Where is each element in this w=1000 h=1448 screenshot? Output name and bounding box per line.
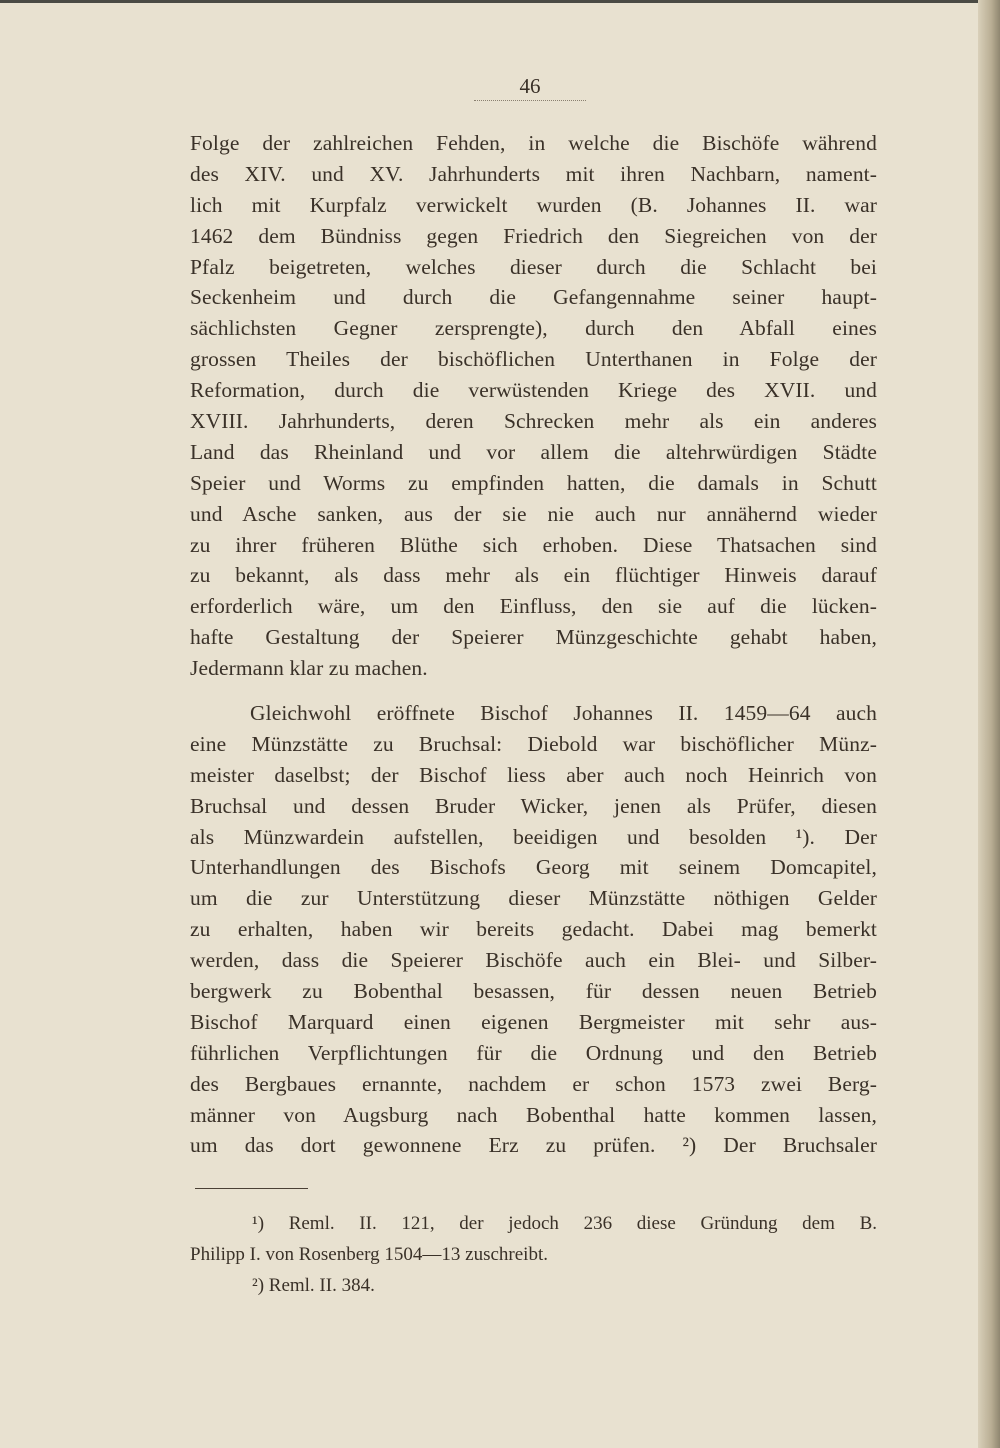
text-line: Bruchsal und dessen Bruder Wicker, jenen als Prüfer, diesen: [190, 793, 877, 818]
text-line: eine Münzstätte zu Bruchsal: Diebold war bischöflicher Münz-: [190, 731, 877, 756]
text-line: Pfalz beigetreten, welches dieser durch die Schlacht bei: [190, 254, 877, 279]
text-line: grossen Theiles der bischöflichen Unterthanen in Folge der: [190, 347, 877, 372]
text-line: um das dort gewonnene Erz zu prüfen. ²) Der Bruchsaler: [190, 1133, 877, 1158]
page-top-edge: [0, 0, 1000, 3]
text-line: Unterhandlungen des Bischofs Georg mit seinem Domcapitel,: [190, 855, 877, 880]
text-line: Folge der zahlreichen Fehden, in welche die Bischöfe während: [190, 131, 877, 155]
page-number: 46: [519, 74, 541, 98]
text-line: sächlichsten Gegner zersprengte), durch den Abfall eines: [190, 316, 877, 341]
text-line: um die zur Unterstützung dieser Münzstätte nöthigen Gelder: [190, 886, 877, 911]
text-line: männer von Augsburg nach Bobenthal hatte kommen lassen,: [190, 1102, 877, 1127]
text-line: bergwerk zu Bobenthal besassen, für dessen neuen Betrieb: [190, 979, 877, 1004]
text-line: Seckenheim und durch die Gefangennahme seiner haupt-: [190, 285, 877, 310]
page-binding-edge: [978, 0, 1000, 1448]
text-line: des XIV. und XV. Jahrhunderts mit ihren Nachbarn, nament-: [190, 161, 877, 186]
text-line: als Münzwardein aufstellen, beeidigen und besolden ¹). Der: [190, 824, 877, 849]
text-line: und Asche sanken, aus der sie nie auch nur annähernd wieder: [190, 501, 877, 526]
text-line: zu erhalten, haben wir bereits gedacht. Dabei mag bemerkt: [190, 917, 877, 942]
footnote-2: ²) Reml. II. 384.: [252, 1275, 375, 1296]
text-line: Bischof Marquard einen eigenen Bergmeister mit sehr aus-: [190, 1009, 877, 1034]
text-line: Land das Rheinland und vor allem die altehrwürdigen Städte: [190, 439, 877, 464]
text-line: zu bekannt, als dass mehr als ein flüchtiger Hinweis darauf: [190, 563, 877, 588]
text-line: Jedermann klar zu machen.: [190, 656, 428, 681]
text-line: lich mit Kurpfalz verwickelt wurden (B. Johannes II. war: [190, 192, 877, 217]
text-line: Speier und Worms zu empfinden hatten, die damals in Schutt: [190, 470, 877, 495]
text-line: zu ihrer früheren Blüthe sich erhoben. Diese Thatsachen sind: [190, 532, 877, 557]
footnote-1-line-2: Philipp I. von Rosenberg 1504—13 zuschreibt.: [190, 1244, 548, 1265]
text-line: Gleichwohl eröffnete Bischof Johannes II. 1459—64 auch: [250, 701, 877, 725]
text-line: XVIII. Jahrhunderts, deren Schrecken mehr als ein anderes: [190, 409, 877, 434]
text-line: des Bergbaues ernannte, nachdem er schon 1573 zwei Berg-: [190, 1071, 877, 1096]
text-line: hafte Gestaltung der Speierer Münzgeschichte gehabt haben,: [190, 625, 877, 650]
footnotes: [190, 1208, 877, 1301]
text-line: Reformation, durch die verwüstenden Kriege des XVII. und: [190, 378, 877, 403]
text-line: werden, dass die Speierer Bischöfe auch ein Blei- und Silber-: [190, 948, 877, 973]
footnote-1-line-1: ¹) Reml. II. 121, der jedoch 236 diese Gründung dem B.: [252, 1213, 877, 1234]
paragraph-1: [190, 128, 877, 684]
text-line: erforderlich wäre, um den Einfluss, den sie auf die lücken-: [190, 594, 877, 619]
footnote-separator: [195, 1188, 308, 1189]
text-line: führlichen Verpflichtungen für die Ordnung und den Betrieb: [190, 1040, 877, 1065]
text-line: 1462 dem Bündniss gegen Friedrich den Siegreichen von der: [190, 223, 877, 248]
text-line: meister daselbst; der Bischof liess aber auch noch Heinrich von: [190, 762, 877, 787]
paragraph-2: [190, 698, 877, 1161]
page-number-ornament: [474, 100, 586, 101]
